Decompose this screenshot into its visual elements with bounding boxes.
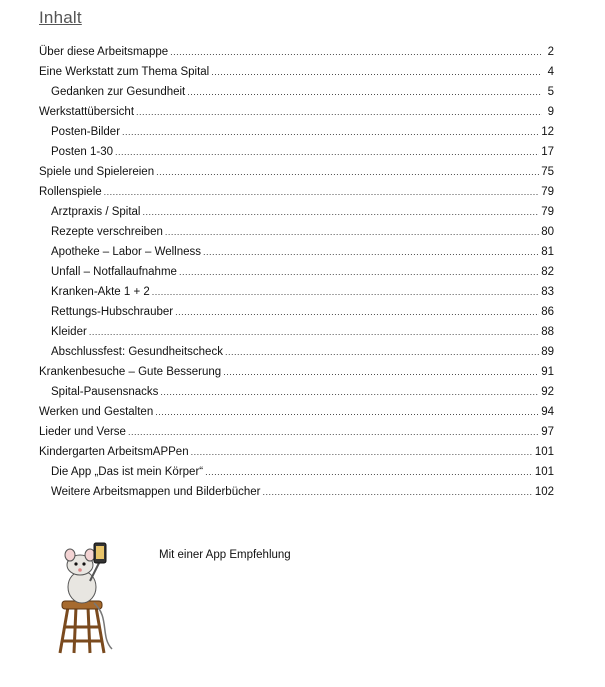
toc-leader-dots xyxy=(142,207,539,217)
toc-entry-page: 12 xyxy=(541,126,554,138)
toc-entry-label: Krankenbesuche – Gute Besserung xyxy=(39,366,222,378)
toc-entry-page: 82 xyxy=(541,266,554,278)
toc-entry-page: 94 xyxy=(541,406,554,418)
toc-entry-label: Abschlussfest: Gesundheitscheck xyxy=(51,346,223,358)
toc-entry-page: 9 xyxy=(547,106,554,118)
toc-entry-label: Weitere Arbeitsmappen und Bilderbücher xyxy=(51,486,261,498)
mouse-on-stool-with-phone-icon xyxy=(50,537,120,657)
toc-entry-label: Kindergarten ArbeitsmAPPen xyxy=(39,446,189,458)
toc-entry[interactable] xyxy=(39,406,554,426)
toc-entry-page: 79 xyxy=(541,186,554,198)
toc-entry-page: 89 xyxy=(541,346,554,358)
toc-entry-page: 79 xyxy=(541,206,554,218)
toc-entry[interactable] xyxy=(39,226,554,246)
toc-entry-label: Unfall – Notfallaufnahme xyxy=(51,266,177,278)
toc-entry[interactable] xyxy=(39,486,554,506)
toc-entry-label: Die App „Das ist mein Körper“ xyxy=(51,466,204,478)
toc-entry-label: Werkstattübersicht xyxy=(39,106,135,118)
toc-leader-dots xyxy=(205,467,533,477)
toc-entry[interactable] xyxy=(39,386,554,406)
toc-entry[interactable] xyxy=(39,426,554,446)
toc-entry-label: Über diese Arbeitsmappe xyxy=(39,46,169,58)
toc-entry-page: 75 xyxy=(541,166,554,178)
toc-entry-page: 101 xyxy=(534,446,554,458)
toc-entry-label: Gedanken zur Gesundheit xyxy=(51,86,186,98)
toc-entry-page: 92 xyxy=(541,386,554,398)
toc-entry[interactable] xyxy=(39,146,554,166)
toc-leader-dots xyxy=(155,407,539,417)
toc-entry[interactable] xyxy=(39,206,554,226)
toc-leader-dots xyxy=(262,487,532,497)
toc-entry[interactable] xyxy=(39,126,554,146)
toc-leader-dots xyxy=(203,247,539,257)
toc-entry-label: Posten-Bilder xyxy=(51,126,121,138)
toc-entry-page: 102 xyxy=(534,486,554,498)
toc-entry[interactable] xyxy=(39,286,554,306)
toc-entry[interactable] xyxy=(39,86,554,106)
toc-entry[interactable] xyxy=(39,166,554,186)
toc-entry-label: Kranken-Akte 1 + 2 xyxy=(51,286,150,298)
page-title: Inhalt xyxy=(39,8,82,27)
toc-entry-page: 2 xyxy=(547,46,554,58)
toc-entry-label: Apotheke – Labor – Wellness xyxy=(51,246,202,258)
toc-entry-page: 81 xyxy=(541,246,554,258)
toc-entry[interactable] xyxy=(39,246,554,266)
toc-entry-label: Werken und Gestalten xyxy=(39,406,154,418)
toc-entry[interactable] xyxy=(39,346,554,366)
toc-entry[interactable] xyxy=(39,326,554,346)
toc-leader-dots xyxy=(187,87,542,97)
toc-entry-label: Eine Werkstatt zum Thema Spital xyxy=(39,66,210,78)
toc-entry-page: 83 xyxy=(541,286,554,298)
toc-leader-dots xyxy=(152,287,539,297)
toc-leader-dots xyxy=(223,367,539,377)
toc-entry-page: 17 xyxy=(541,146,554,158)
toc-leader-dots xyxy=(115,147,539,157)
toc-entry-page: 97 xyxy=(541,426,554,438)
toc-entry[interactable] xyxy=(39,66,554,86)
toc-entry[interactable] xyxy=(39,366,554,386)
toc-leader-dots xyxy=(89,327,539,337)
toc-entry-page: 88 xyxy=(541,326,554,338)
toc-entry-label: Rettungs-Hubschrauber xyxy=(51,306,174,318)
toc-entry-label: Rezepte verschreiben xyxy=(51,226,163,238)
toc-entry[interactable] xyxy=(39,46,554,66)
toc-entry-label: Rollenspiele xyxy=(39,186,102,198)
toc-entry[interactable] xyxy=(39,266,554,286)
toc-leader-dots xyxy=(170,47,542,57)
toc-entry-label: Kleider xyxy=(51,326,87,338)
toc-entry-page: 86 xyxy=(541,306,554,318)
toc-leader-dots xyxy=(156,167,539,177)
toc-entry[interactable] xyxy=(39,466,554,486)
toc-entry-page: 101 xyxy=(534,466,554,478)
toc-leader-dots xyxy=(165,227,539,237)
toc-entry-label: Posten 1-30 xyxy=(51,146,114,158)
toc-entry[interactable] xyxy=(39,106,554,126)
toc-entry-page: 80 xyxy=(541,226,554,238)
toc-leader-dots xyxy=(136,107,542,117)
toc-leader-dots xyxy=(179,267,539,277)
app-recommendation-text: Mit einer App Empfehlung xyxy=(159,549,291,561)
toc-entry[interactable] xyxy=(39,306,554,326)
toc-leader-dots xyxy=(175,307,539,317)
toc-entry-label: Spital-Pausensnacks xyxy=(51,386,159,398)
toc-entry-page: 4 xyxy=(547,66,554,78)
table-of-contents xyxy=(39,46,554,506)
toc-leader-dots xyxy=(128,427,539,437)
toc-leader-dots xyxy=(122,127,539,137)
toc-entry-page: 91 xyxy=(541,366,554,378)
toc-entry-label: Lieder und Verse xyxy=(39,426,126,438)
toc-leader-dots xyxy=(104,187,540,197)
toc-entry[interactable] xyxy=(39,446,554,466)
toc-leader-dots xyxy=(191,447,533,457)
toc-entry-label: Spiele und Spielereien xyxy=(39,166,155,178)
toc-leader-dots xyxy=(225,347,539,357)
toc-entry[interactable] xyxy=(39,186,554,206)
toc-leader-dots xyxy=(160,387,539,397)
toc-entry-label: Arztpraxis / Spital xyxy=(51,206,141,218)
toc-leader-dots xyxy=(211,67,542,77)
toc-entry-page: 5 xyxy=(547,86,554,98)
